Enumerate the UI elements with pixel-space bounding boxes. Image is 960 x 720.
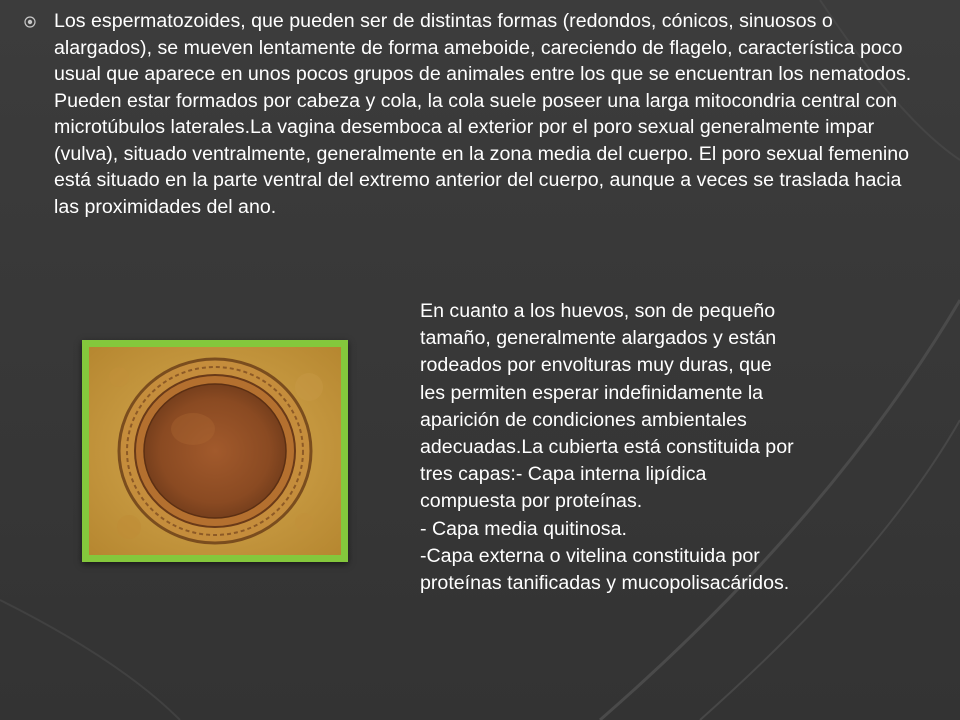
egg-image (82, 340, 348, 562)
eggs-text-line: proteínas tanificadas y mucopolisacáridos. (420, 572, 790, 595)
eggs-text-line: aparición de condiciones ambientales (420, 408, 747, 431)
eggs-text-line: - Capa media quitinosa. (420, 517, 627, 540)
eggs-text (420, 298, 900, 597)
eggs-text-line: -Capa externa o vitelina constituida por (420, 544, 760, 567)
eggs-text-line: compuesta por proteínas. (420, 490, 643, 513)
eggs-text-line: tamaño, generalmente alargados y están (420, 327, 777, 350)
eggs-text-line: les permiten esperar indefinidamente la (420, 381, 764, 404)
spermatozoa-paragraph: Los espermatozoides, que pueden ser de distintas formas (redondos, cónicos, sinuosos o alargados), se mueven lentamente de forma ameboide, careciendo de flagelo, característica poco usual que aparece en unos pocos grupos de animales entre los que se encuentran los nematodos. Pueden estar formados por cabeza y cola, la cola suele poseer una larga mitocondria central con microtúbulos laterales.La vagina desemboca al exterior por el poro sexual generalmente impar (vulva), situado ventralmente, generalmente en la zona media del cuerpo. El poro sexual femenino está situado en la parte ventral del extremo anterior del cuerpo, aunque a veces se traslada hacia las proximidades del ano. (54, 10, 912, 218)
circled-dot-bullet-icon (24, 16, 36, 28)
eggs-text-line: adecuadas.La cubierta está constituida por (420, 436, 794, 459)
bullet-item (24, 8, 934, 220)
nematode-egg-micrograph (89, 347, 341, 555)
eggs-text-line: En cuanto a los huevos, son de pequeño (420, 300, 776, 322)
eggs-text-line: rodeados por envolturas muy duras, que (420, 354, 772, 377)
eggs-text-line: tres capas:- Capa interna lipídica (420, 463, 707, 486)
